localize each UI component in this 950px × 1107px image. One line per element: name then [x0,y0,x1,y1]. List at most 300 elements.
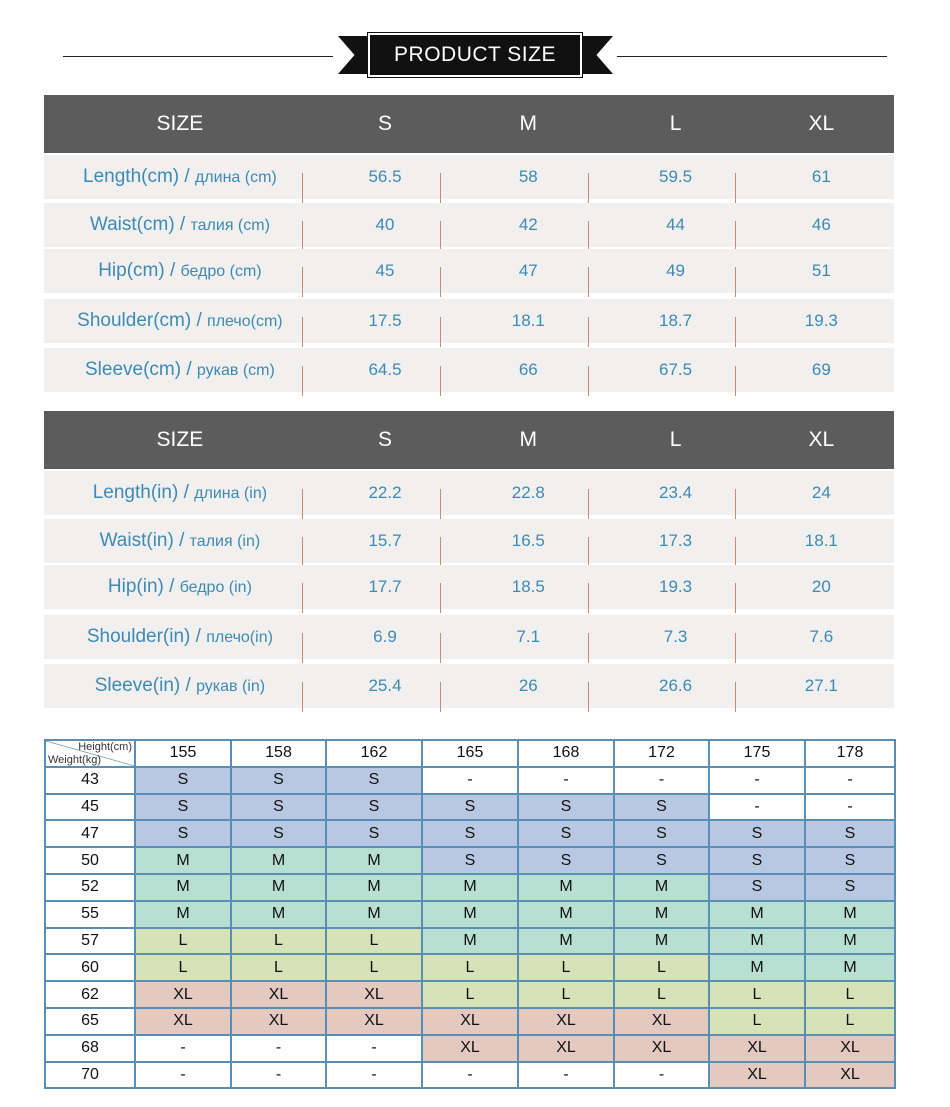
column-separator [302,682,303,712]
column-separator [302,317,303,347]
value: 67.5 [659,360,693,379]
value: 61 [811,167,831,186]
size-cell: M [135,874,231,901]
height-header: 158 [231,740,326,767]
size-cell: S [326,794,422,821]
size-cell: - [231,1062,326,1089]
size-cell: XL [135,1008,231,1035]
size-cell: XL [326,1008,422,1035]
size-cell: - [422,767,518,794]
size-cell: L [614,981,709,1008]
column-separator [588,221,589,251]
column-separator [735,221,736,251]
size-cell: M [805,928,895,955]
size-cell: S [135,794,231,821]
size-cell: XL [709,1062,805,1089]
row-label [44,626,316,648]
value-cell [454,483,602,503]
value-cell [602,215,748,235]
table-header [44,95,894,153]
value-cell [749,531,894,551]
value-cell [602,483,748,503]
size-cell: L [231,928,326,955]
value: 17.3 [659,531,693,550]
column-separator [588,537,589,567]
value: 66 [518,360,538,379]
size-cell: XL [518,1008,614,1035]
size-cell: S [231,767,326,794]
size-cell: S [805,874,895,901]
grid-row [45,874,895,901]
size-cell: M [614,928,709,955]
grid-row [45,820,895,847]
value-cell [316,360,454,380]
size-cell: - [422,1062,518,1089]
grid-row [45,767,895,794]
height-header: 178 [805,740,895,767]
value: 56.5 [368,167,402,186]
size-cell: - [805,794,895,821]
row-label-ru: плечо(cm) [207,313,283,330]
value: 6.9 [373,627,397,646]
ribbon-end-right [583,36,613,74]
weight-header: 55 [45,901,135,928]
row-label-en: Hip(cm) / [98,260,181,281]
weight-header: 60 [45,954,135,981]
size-cell: S [326,820,422,847]
value: 18.7 [659,311,693,330]
header-cell: M [519,428,538,451]
weight-header: 70 [45,1062,135,1089]
value-cell [316,577,454,597]
value: 17.7 [368,577,402,596]
column-separator [302,583,303,613]
size-cell: L [135,954,231,981]
value-cell [749,311,894,331]
table-row [44,348,894,392]
column-separator [588,583,589,613]
size-cell: S [135,820,231,847]
value-cell [454,311,602,331]
size-cell: - [518,767,614,794]
table-row [44,471,894,515]
grid-row [45,794,895,821]
size-cell: S [709,847,805,874]
header-cell: L [669,428,682,451]
grid-row [45,1035,895,1062]
value-cell [316,261,454,281]
value: 23.4 [659,483,693,502]
size-cell: L [805,981,895,1008]
column-separator [302,366,303,396]
column-separator [735,489,736,519]
value-cell [454,577,602,597]
value-cell [749,360,894,380]
value: 46 [811,215,831,234]
size-cell: L [422,954,518,981]
column-separator [440,221,441,251]
value-cell [602,167,748,187]
size-cell: S [231,794,326,821]
row-label [44,530,316,552]
ribbon-end-left [338,36,368,74]
size-cell: S [709,820,805,847]
size-cell: M [326,847,422,874]
value: 51 [811,261,831,280]
banner-box [368,33,582,77]
size-cell: XL [422,1035,518,1062]
grid-row [45,981,895,1008]
table-row [44,615,894,659]
size-cell: L [326,928,422,955]
row-label [44,675,316,697]
weight-header: 47 [45,820,135,847]
column-separator [588,317,589,347]
size-cell: XL [518,1035,614,1062]
size-cell: M [518,901,614,928]
value-cell [749,676,894,696]
row-label-ru: бедро (in) [179,579,252,596]
weight-header: 57 [45,928,135,955]
value-cell [749,261,894,281]
column-separator [302,489,303,519]
column-separator [588,267,589,297]
row-label [44,260,316,282]
column-separator [440,583,441,613]
value-cell [316,483,454,503]
grid-row [45,1062,895,1089]
row-label-en: Sleeve(in) / [94,675,197,696]
header-cell: L [669,112,682,135]
size-cell: M [805,954,895,981]
row-label-ru: длина (cm) [194,169,277,186]
column-separator [440,633,441,663]
size-cell: S [518,794,614,821]
size-cell: M [422,874,518,901]
value: 42 [518,215,538,234]
size-cell: S [805,847,895,874]
value-cell [454,360,602,380]
table-header [44,411,894,469]
row-label [44,359,316,381]
header-cell: S [377,428,392,451]
column-separator [440,537,441,567]
column-separator [735,633,736,663]
value-cell [454,531,602,551]
table-row [44,565,894,609]
size-cell: M [614,901,709,928]
size-cell: - [326,1062,422,1089]
size-cell: S [135,767,231,794]
table-row [44,155,894,199]
size-cell: L [709,981,805,1008]
size-cell: XL [231,981,326,1008]
value: 22.8 [511,483,545,502]
size-cell: S [805,820,895,847]
value: 22.2 [368,483,402,502]
row-label-ru: рукав (cm) [196,362,275,379]
size-cell: M [614,874,709,901]
size-cell: - [135,1062,231,1089]
size-cell: - [135,1035,231,1062]
column-separator [302,267,303,297]
value: 45 [375,261,395,280]
size-cell: L [135,928,231,955]
corner-height-label: Height(cm) [78,741,132,753]
weight-header: 45 [45,794,135,821]
value-cell [602,627,748,647]
size-cell: M [231,901,326,928]
value: 26.6 [659,676,693,695]
value: 18.1 [804,531,838,550]
table-row [44,664,894,708]
column-separator [302,221,303,251]
row-label [44,482,316,504]
value-cell [602,676,748,696]
height-weight-size-grid [44,739,896,1089]
table-row [44,519,894,563]
value-cell [316,311,454,331]
value: 7.6 [809,627,834,646]
size-cell: M [709,901,805,928]
size-cell: XL [614,1008,709,1035]
size-cell: XL [709,1035,805,1062]
size-cell: XL [805,1062,895,1089]
size-cell: M [326,901,422,928]
size-cell: M [518,928,614,955]
value-cell [602,360,748,380]
row-label-en: Length(in) / [92,482,195,503]
column-separator [440,682,441,712]
column-separator [302,633,303,663]
value: 20 [811,577,831,596]
row-label-ru: талия (cm) [190,217,270,234]
column-separator [588,173,589,203]
size-cell: XL [135,981,231,1008]
size-cell: M [231,874,326,901]
header-cell: XL [808,112,835,135]
row-label-en: Length(cm) / [83,166,195,187]
size-cell: S [422,794,518,821]
value: 59.5 [659,167,693,186]
header-cell: M [519,112,538,135]
weight-header: 52 [45,874,135,901]
row-label [44,166,316,188]
banner-line-right [617,56,887,57]
value: 49 [666,261,686,280]
table-row [44,203,894,247]
value: 47 [518,261,538,280]
value-cell [454,215,602,235]
size-cell: L [614,954,709,981]
value: 19.3 [804,311,838,330]
size-cell: S [422,847,518,874]
header-cell: XL [808,428,835,451]
value-cell [602,577,748,597]
grid-row [45,901,895,928]
size-cell: - [614,767,709,794]
row-label-ru: бедро (cm) [180,263,262,280]
row-label-en: Waist(in) / [99,530,190,551]
value-cell [749,577,894,597]
column-separator [440,173,441,203]
column-separator [588,366,589,396]
size-cell: S [709,874,805,901]
value-cell [749,627,894,647]
column-separator [440,267,441,297]
value: 44 [666,215,686,234]
size-cell: M [709,928,805,955]
value-cell [454,676,602,696]
table-row [44,299,894,343]
value-cell [602,531,748,551]
row-label-ru: плечо(in) [206,629,273,646]
grid-row [45,1008,895,1035]
value: 18.1 [511,311,545,330]
size-cell: S [326,767,422,794]
size-cell: S [614,820,709,847]
row-label-ru: талия (in) [189,533,261,550]
weight-header: 62 [45,981,135,1008]
row-label-ru: рукав (in) [196,678,266,695]
column-separator [735,537,736,567]
row-label-en: Sleeve(cm) / [84,359,197,380]
table-row [44,249,894,293]
banner-line-left [63,56,333,57]
column-separator [302,173,303,203]
value: 24 [811,483,831,502]
size-cell: L [422,981,518,1008]
size-cell: XL [422,1008,518,1035]
height-header: 175 [709,740,805,767]
size-cell: M [326,874,422,901]
row-label [44,310,316,332]
height-header: 172 [614,740,709,767]
row-label-ru: длина (in) [194,485,268,502]
size-cell: S [614,847,709,874]
column-separator [440,317,441,347]
size-cell: M [231,847,326,874]
height-header: 168 [518,740,614,767]
size-cell: M [709,954,805,981]
weight-header: 65 [45,1008,135,1035]
column-separator [588,682,589,712]
column-separator [588,489,589,519]
height-header: 162 [326,740,422,767]
grid-row [45,954,895,981]
row-label [44,214,316,236]
row-label-en: Shoulder(cm) / [77,310,208,331]
value-cell [316,215,454,235]
column-separator [440,366,441,396]
column-separator [302,537,303,567]
size-cell: L [326,954,422,981]
size-cell: - [518,1062,614,1089]
page-title: PRODUCT SIZE [394,43,556,66]
size-cell: XL [614,1035,709,1062]
value: 58 [518,167,538,186]
header-cell: SIZE [156,112,204,135]
size-cell: M [135,901,231,928]
size-cell: - [709,794,805,821]
column-separator [735,173,736,203]
size-cell: L [805,1008,895,1035]
size-cell: M [422,928,518,955]
header-cell: SIZE [156,428,204,451]
value: 25.4 [368,676,402,695]
size-cell: S [518,820,614,847]
value: 7.3 [663,627,688,646]
size-cell: XL [326,981,422,1008]
value: 64.5 [368,360,402,379]
column-separator [735,682,736,712]
value-cell [602,261,748,281]
header-cell: S [377,112,392,135]
corner-weight-label: Weight(kg) [48,753,101,766]
value-cell [316,531,454,551]
value: 7.1 [516,627,541,646]
size-cell: L [231,954,326,981]
title-banner [0,0,950,100]
size-cell: - [709,767,805,794]
row-label [44,576,316,598]
grid-corner-cell [45,740,135,767]
column-separator [588,633,589,663]
value: 15.7 [368,531,402,550]
value: 17.5 [368,311,402,330]
column-separator [440,489,441,519]
value-cell [602,311,748,331]
size-cell: S [231,820,326,847]
grid-row [45,928,895,955]
value: 19.3 [659,577,693,596]
size-cell: M [805,901,895,928]
size-cell: M [422,901,518,928]
value-cell [454,261,602,281]
value: 26 [518,676,538,695]
size-table-cm [44,95,894,395]
value: 27.1 [804,676,838,695]
value-cell [749,215,894,235]
row-label-en: Waist(cm) / [89,214,191,235]
size-cell: L [518,954,614,981]
value: 18.5 [511,577,545,596]
column-separator [735,583,736,613]
grid-header-row [45,740,895,767]
height-header: 165 [422,740,518,767]
value-cell [454,627,602,647]
size-cell: XL [805,1035,895,1062]
size-cell: L [709,1008,805,1035]
size-cell: S [422,820,518,847]
row-label-en: Shoulder(in) / [86,626,207,647]
value: 16.5 [511,531,545,550]
weight-header: 50 [45,847,135,874]
size-table-in [44,411,894,711]
value: 40 [375,215,395,234]
weight-header: 43 [45,767,135,794]
size-cell: M [135,847,231,874]
value-cell [316,167,454,187]
value-cell [749,483,894,503]
size-cell: S [614,794,709,821]
column-separator [735,317,736,347]
size-cell: - [614,1062,709,1089]
row-label-en: Hip(in) / [107,576,180,597]
grid-row [45,847,895,874]
size-cell: M [518,874,614,901]
column-separator [735,366,736,396]
